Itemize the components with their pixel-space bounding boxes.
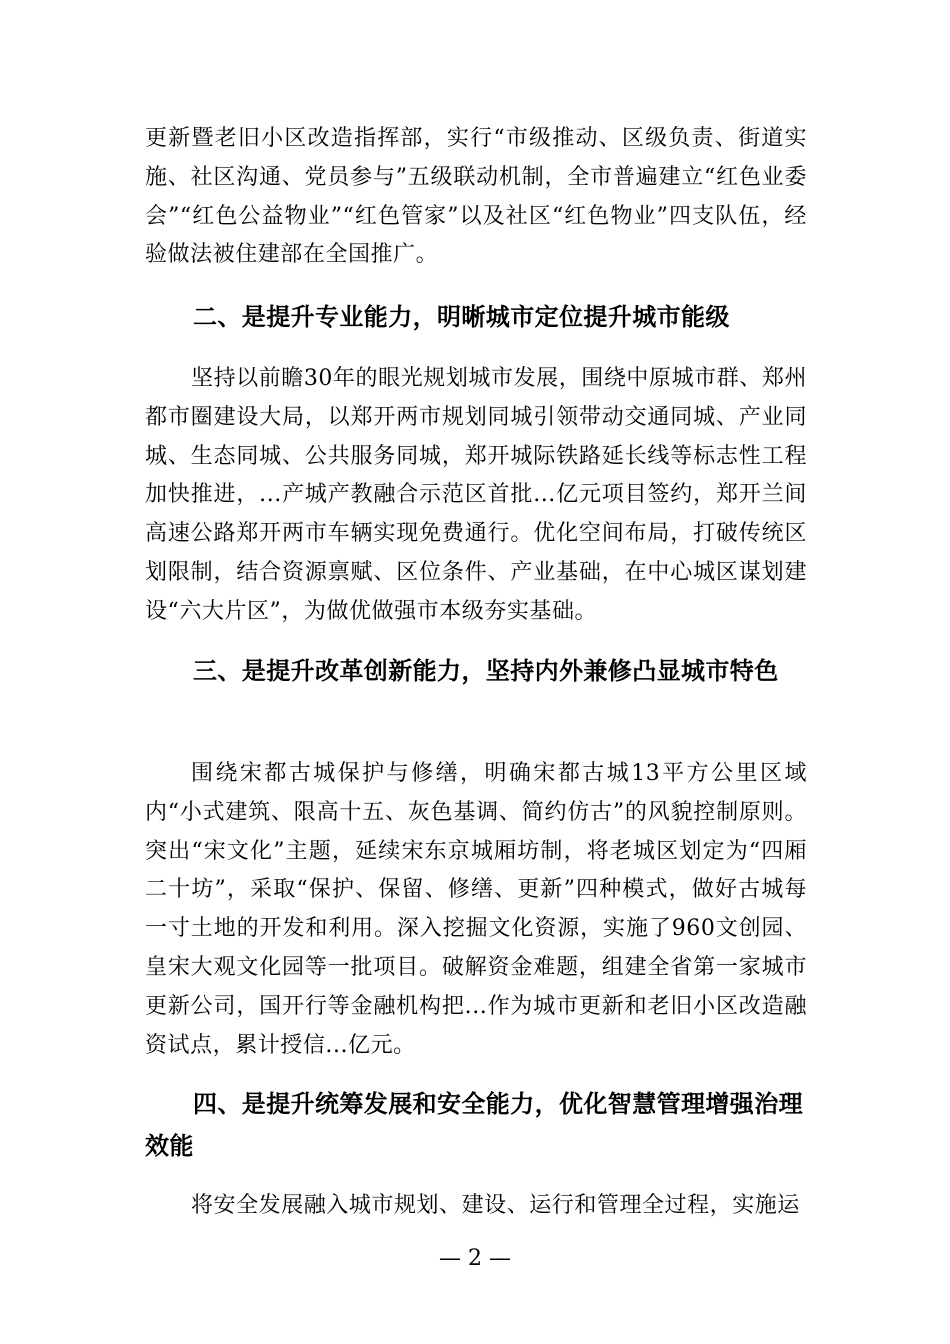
body-paragraph-safety-development: 将安全发展融入城市规划、建设、运行和管理全过程，实施运 <box>191 1193 800 1218</box>
section-heading-reform-innovation: 三、是提升改革创新能力，坚持内外兼修凸显城市特色 <box>193 657 779 685</box>
section-heading-professional-capacity: 二、是提升专业能力，明晰城市定位提升城市能级 <box>193 303 730 331</box>
page-number: — 2 — <box>439 1246 511 1271</box>
body-paragraph-city-positioning: 坚持以前瞻30年的眼光规划城市发展，围绕中原城市群、郑州都市圈建设大局，以郑开两市规划同城引领带动交通同城、产业同城、生态同城、公共服务同城，郑开城际铁路延长线等标志性工程加快推进，...产城产教融合示范区首批...亿元项目签约，郑开兰间高速公路郑开两市车辆实现免费通行。优化空间布局，打破传统区划限制，结合资源禀赋、区位条件、产业基础，在中心城区谋划建设“六大片区”，为做优做强市本级夯实基础。 <box>145 366 807 624</box>
body-paragraph-residential-renewal: 更新暨老旧小区改造指挥部，实行“市级推动、区级负责、街道实施、社区沟通、党员参与”五级联动机制，全市普遍建立“红色业委会”“红色公益物业”“红色管家”以及社区“红色物业”四支队伍，经验做法被住建部在全国推广。 <box>145 126 807 268</box>
section-heading-development-safety: 四、是提升统筹发展和安全能力，优化智慧管理增强治理效能 <box>145 1090 803 1160</box>
body-paragraph-ancient-city-protection: 围绕宋都古城保护与修缮，明确宋都古城13平方公里区域内“小式建筑、限高十五、灰色基调、简约仿古”的风貌控制原则。突出“宋文化”主题，延续宋东京城厢坊制，将老城区划定为“四厢二十坊”，采取“保护、保留、修缮、更新”四种模式，做好古城每一寸土地的开发和利用。深入挖掘文化资源，实施了960文创园、皇宋大观文化园等一批项目。破解资金难题，组建全省第一家城市更新公司，国开行等金融机构把...作为城市更新和老旧小区改造融资试点，累计授信...亿元。 <box>145 761 807 1058</box>
